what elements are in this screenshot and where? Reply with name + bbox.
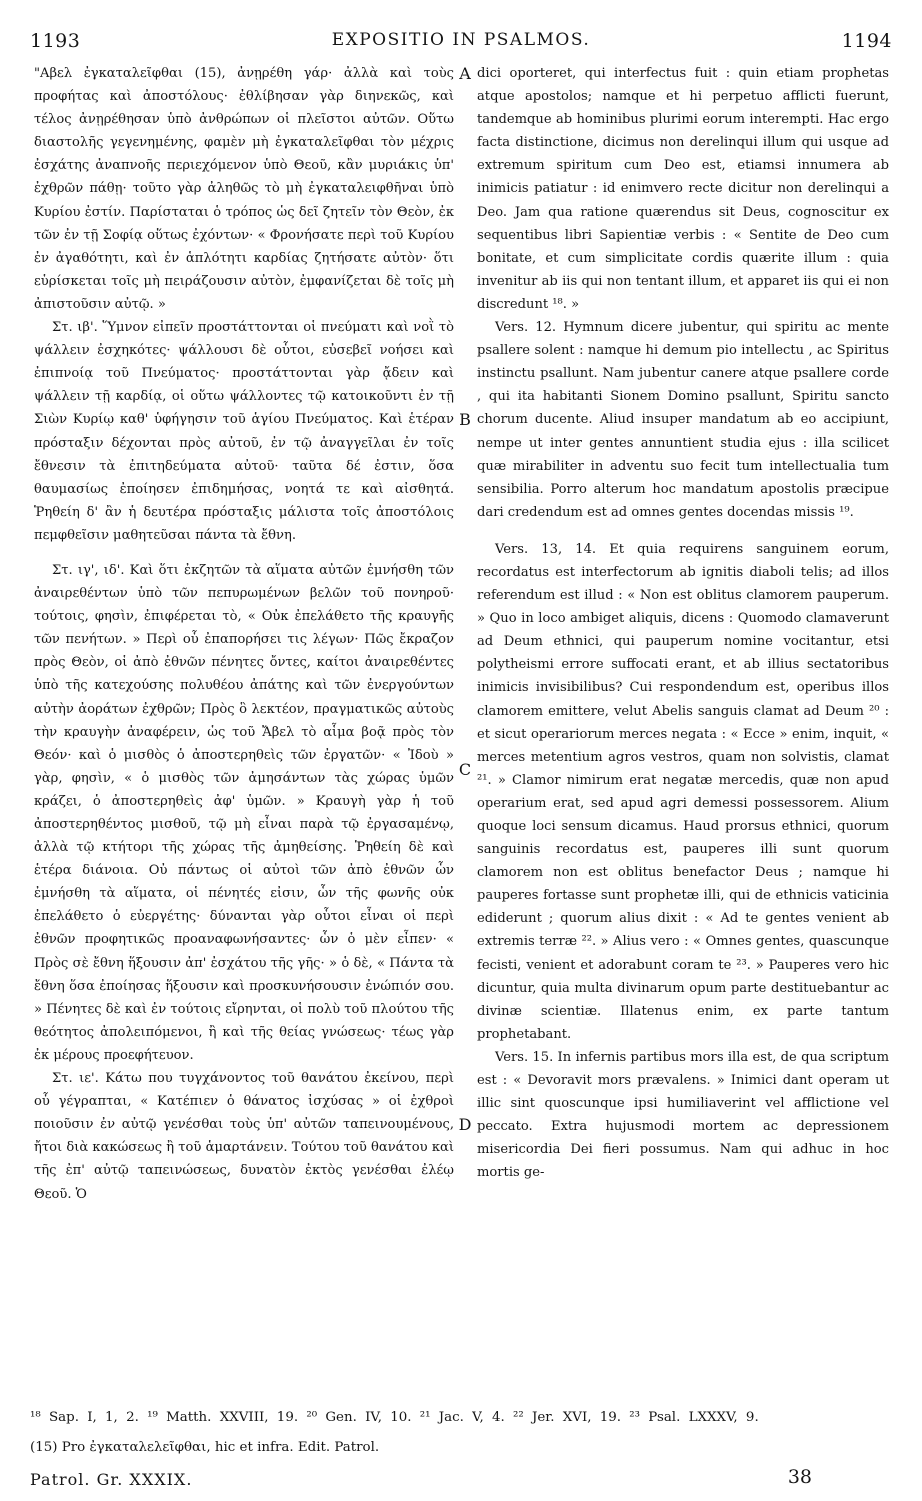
- section-marker-a: A: [459, 64, 471, 83]
- section-marker-c: C: [458, 760, 472, 779]
- greek-paragraph: Στ. ιγ', ιδ'. Καὶ ὅτι ἐκζητῶν τὰ αἵματα αὐτῶν ἐμνήσθη τῶν ἀναιρεθέντων ὑπὸ τῶν πεπυρωμένων βελῶν τοῦ πονηροῦ· τούτοις, φησὶν, ἐπιφέρεται τὸ, « Οὐκ ἐπελάθετο τῆς κραυγῆς τῶν πενήτων. » Περὶ οὗ ἐπαπορήσει τις λέγων· Πῶς ἔκραζον πρὸς Θεὸν, οἱ ἀπὸ ἐθνῶν πένητες ὄντες, καίτοι ἀναιρεθέντες ὑπὸ τῆς κατεχούσης πολυθέου ἀπάτης καὶ τῶν ἐνεργούντων αὐτὴν ἀοράτων ἐχθρῶν; Πρὸς ὃ λεκτέον, πραγματικῶς αὐτοὺς τὴν κραυγὴν ἀναφέρειν, ὡς τοῦ Ἄβελ τὸ αἷμα βοᾷ πρὸς τὸν Θεόν· καὶ ὁ μισθὸς ὁ ἀποστερηθεὶς τῶν ἐργατῶν· « Ἰδοὺ » γὰρ, φησὶν, « ὁ μισθὸς τῶν ἀμησάντων τὰς χώρας ὑμῶν κράζει, ὁ ἀποστερηθεὶς ἀφ' ὑμῶν. » Κραυγὴ γὰρ ἡ τοῦ ἀποστερηθέντος μισθοῦ, τῷ μὴ εἶναι παρὰ τῷ ἐργασαμένῳ, ἀλλὰ τῷ κτήτορι τῆς χώρας τῆς ἀμηθείσης. Ῥηθείη δὲ καὶ ἑτέρα διάνοια. Οὐ πάντως οἱ αὐτοὶ τῶν ἀπὸ ἐθνῶν ὧν ἐμνήσθη τὰ αἵματα, οἱ πένητές εἰσιν, ὧν τῆς φωνῆς οὐκ ἐπελάθετο ὁ εὐεργέτης· δύνανται γὰρ οὗτοι εἶναι οἱ περὶ ἐθνῶν προφητικῶς προαναφωνήσαντες· ὧν ὁ μὲν εἶπεν· « Πρὸς σὲ ἔθνη ἥξουσιν ἀπ' ἐσχάτου τῆς γῆς· » ὁ δὲ, « Πάντα τὰ ἔθνη ὅσα ἐποίησας ἥξουσιν καὶ προσκυνήσουσιν ἐνώπιόν σου. » Πένητες δὲ καὶ ἐν τούτοις εἴρηνται, οἱ πολὺ τοῦ πλούτου τῆς θεότητος ἀπολειπόμενοι, ἢ καὶ τῆς θείας γνώσεως· τέως γὰρ ἐκ μέρους προεφήτευον.: [34, 562, 454, 1063]
- greek-paragraph: "Αβελ ἐγκαταλεῖφθαι (15), ἀνῃρέθη γάρ· ἀλλὰ καὶ τοὺς προφήτας καὶ ἀποστόλους· ἐθλίβησαν γὰρ διηνεκῶς, καὶ τέλος ἀνῃρέθησαν ὑπὸ ἀνθρώπων οἱ πλεῖστοι αὐτῶν. Οὕτω διαστολῆς γεγενημένης, φαμὲν μὴ ἐγκαταλεῖφθαι τὸν μέχρις ἐσχάτης ἀναπνοῆς περιεχόμενον ὑπὸ Θεοῦ, κἂν μυριάκις ὑπ' ἐχθρῶν πάθῃ· τοῦτο γὰρ ἀληθῶς τὸ μὴ ἐγκαταλειφθῆναι ὑπὸ Κυρίου ἐστίν. Παρίσταται ὁ τρόπος ὡς δεῖ ζητεῖν τὸν Θεὸν, ἐκ τῶν ἐν τῇ Σοφίᾳ οὕτως ἐχόντων· « Φρονήσατε περὶ τοῦ Κυρίου ἐν ἀγαθότητι, καὶ ἐν ἁπλότητι καρδίας ζητήσατε αὐτὸν· ὅτι εὑρίσκεται τοῖς μὴ πειράζουσιν αὐτὸν, ἐμφανίζεται δὲ τοῖς μὴ ἀπιστοῦσιν αὐτῷ. »: [34, 66, 454, 312]
- column-number-left: 1193: [30, 30, 81, 52]
- latin-column: [477, 62, 889, 1185]
- editor-note: (15) Pro ἐγκαταλελεῖφθαι, hic et infra. Edit. Patrol.: [30, 1440, 380, 1455]
- page-footer: [30, 1466, 892, 1494]
- greek-column: [34, 62, 454, 1206]
- latin-paragraph: dici oporteret, qui interfectus fuit : quin etiam prophetas atque apostolos; namque et hi perpetuo afflicti fuerunt, tandemque ab hominibus plurimi eorum interempti. Hac ergo facta distinctione, dicimus non derelinqui illum qui usque ad extremum spiritum cum Deo est, etiamsi innumera ab inimicis patiatur : id enimvero recte dicitur non derelinqui a Deo. Jam qua ratione quærendus sit Deus, cognoscitur ex sequentibus libri Sapientiæ verbis : « Sentite de Deo cum bonitate, et cum simplicitate cordis quærite illum : quia invenitur ab iis qui non tentant illum, et apparet iis qui ei non discredunt ¹⁸. »: [477, 66, 889, 312]
- greek-paragraph: Στ. ιε'. Κάτω που τυγχάνοντος τοῦ θανάτου ἐκείνου, περὶ οὗ γέγραπται, « Κατέπιεν ὁ θάνατος ἰσχύσας » οἱ ἐχθροὶ ποιοῦσιν ἐν αὐτῷ γενέσθαι τοὺς ὑπ' αὐτῶν ταπεινουμένους, ἤτοι διὰ κακώσεως ἢ τοῦ ἁμαρτάνειν. Τούτου τοῦ θανάτου καὶ τῆς ἐπ' αὐτῷ ταπεινώσεως, δυνατὸν ἐκτὸς γενέσθαι ἐλέῳ Θεοῦ. Ὁ: [34, 1071, 454, 1202]
- latin-paragraph: Vers. 15. In infernis partibus mors illa est, de qua scriptum est : « Devoravit mors prævalens. » Inimici dant operam ut illic sint quoscunque ipsi humiliaverint vel afflictione vel peccato. Extra hujusmodi mortem ac depressionem misericordia Dei fieri possumus. Nam qui adhuc in hoc mortis ge-: [477, 1049, 889, 1181]
- greek-paragraph: Στ. ιβ'. Ὕμνον εἰπεῖν προστάττονται οἱ πνεύματι καὶ νοῒ τὸ ψάλλειν ἐσχηκότες· ψάλλουσι δὲ οὗτοι, εὐσεβεῖ νοήσει καὶ ἐπιπνοίᾳ τοῦ Πνεύματος· προστάττονται γὰρ ᾄδειν καὶ ψάλλειν τῇ καρδίᾳ, οἱ οὕτω ψάλλοντες τῷ κατοικοῦντι ἐν τῇ Σιὼν Κυρίῳ καθ' ὑφήγησιν τοῦ ἁγίου Πνεύματος. Καὶ ἑτέραν πρόσταξιν δέχονται πρὸς αὐτοῦ, ἐν τῷ ἀναγγεῖλαι ἐν τοῖς ἔθνεσιν τὰ ἐπιτηδεύματα αὐτοῦ· ταῦτα δέ ἐστιν, ὅσα θαυμασίως ἐποίησεν ἐπιδημήσας, νοητά τε καὶ αἰσθητά. Ῥηθείη δ' ἂν ἡ δευτέρα πρόσταξις μάλιστα τοῖς ἀποστόλοις πεμφθεῖσιν μαθητεῦσαι πάντα τὰ ἔθνη.: [34, 320, 454, 543]
- latin-paragraph: Vers. 12. Hymnum dicere jubentur, qui spiritu ac mente psallere solent : namque hi demum pio intellectu , ac Spiritus instinctu psallunt. Nam jubentur canere atque psallere corde , qui ita habitanti Sionem Domino psallunt, Spiritu sancto chorum ducente. Aliud insuper mandatum ab eo accipiunt, nempe ut inter gentes annuntient studia ejus : illa scilicet quæ mirabiliter in adventu suo fecit tum intellectualia tum sensibilia. Porro alterum hoc mandatum apostolis præcipue dari credendum est ad omnes gentes docendas missis ¹⁹.: [477, 320, 889, 520]
- footnotes: ¹⁸ Sap. I, 1, 2. ¹⁹ Matth. XXVIII, 19. ²⁰ Gen. IV, 10. ²¹ Jac. V, 4. ²² Jer. XVI, 19. ²³ Psal. LXXXV, 9.: [30, 1410, 759, 1425]
- section-marker-b: B: [459, 410, 471, 429]
- series-signature: Patrol. Gr. XXXIX.: [30, 1470, 193, 1489]
- latin-paragraph: Vers. 13, 14. Et quia requirens sanguinem eorum, recordatus est interfectorum ab ignitis diaboli telis; ad illos referendum est illud : « Non est oblitus clamorem pauperum. » Quo in loco ambiget aliquis, dicens : Quomodo clamaverunt ad Deum ethnici, qui pauperum nomine vocitantur, etsi polytheismi errore suffocati erant, et ab illius sectatoribus inimicis invisibilibus? Cui respondendum est, operibus illos clamorem emittere, velut Abelis sanguis clamat ad Deum ²⁰ : et sicut operariorum merces negata : « Ecce » enim, inquit, « merces metentium agros vestros, quam non solvistis, clamat ²¹. » Clamor nimirum erat negatæ mercedis, quæ non apud operarium erat, sed apud agri demessi possessorem. Alium quoque loci sensum dicamus. Haud prorsus ethnici, quorum sanguinis recordatus est, pauperes illi sunt quorum clamorem non est oblitus benefactor Deus ; namque hi pauperes fortasse sunt prophetæ illi, qui de ethnicis vaticinia ediderunt ; quorum alius dixit : « Ad te gentes venient ab extremis terræ ²². » Alius vero : « Omnes gentes, quascunque fecisti, venient et adorabunt coram te ²³. » Pauperes vero hic dicuntur, quia multa divinarum opum parte destituebantur ac divinæ scientiæ. Illatenus enim, ex parte tantum prophetabant.: [477, 541, 889, 1042]
- running-header: [30, 30, 892, 58]
- gathering-number: 38: [787, 1466, 812, 1488]
- running-title: EXPOSITIO IN PSALMOS.: [331, 30, 591, 50]
- column-number-right: 1194: [841, 30, 892, 52]
- section-marker-d: D: [458, 1115, 472, 1134]
